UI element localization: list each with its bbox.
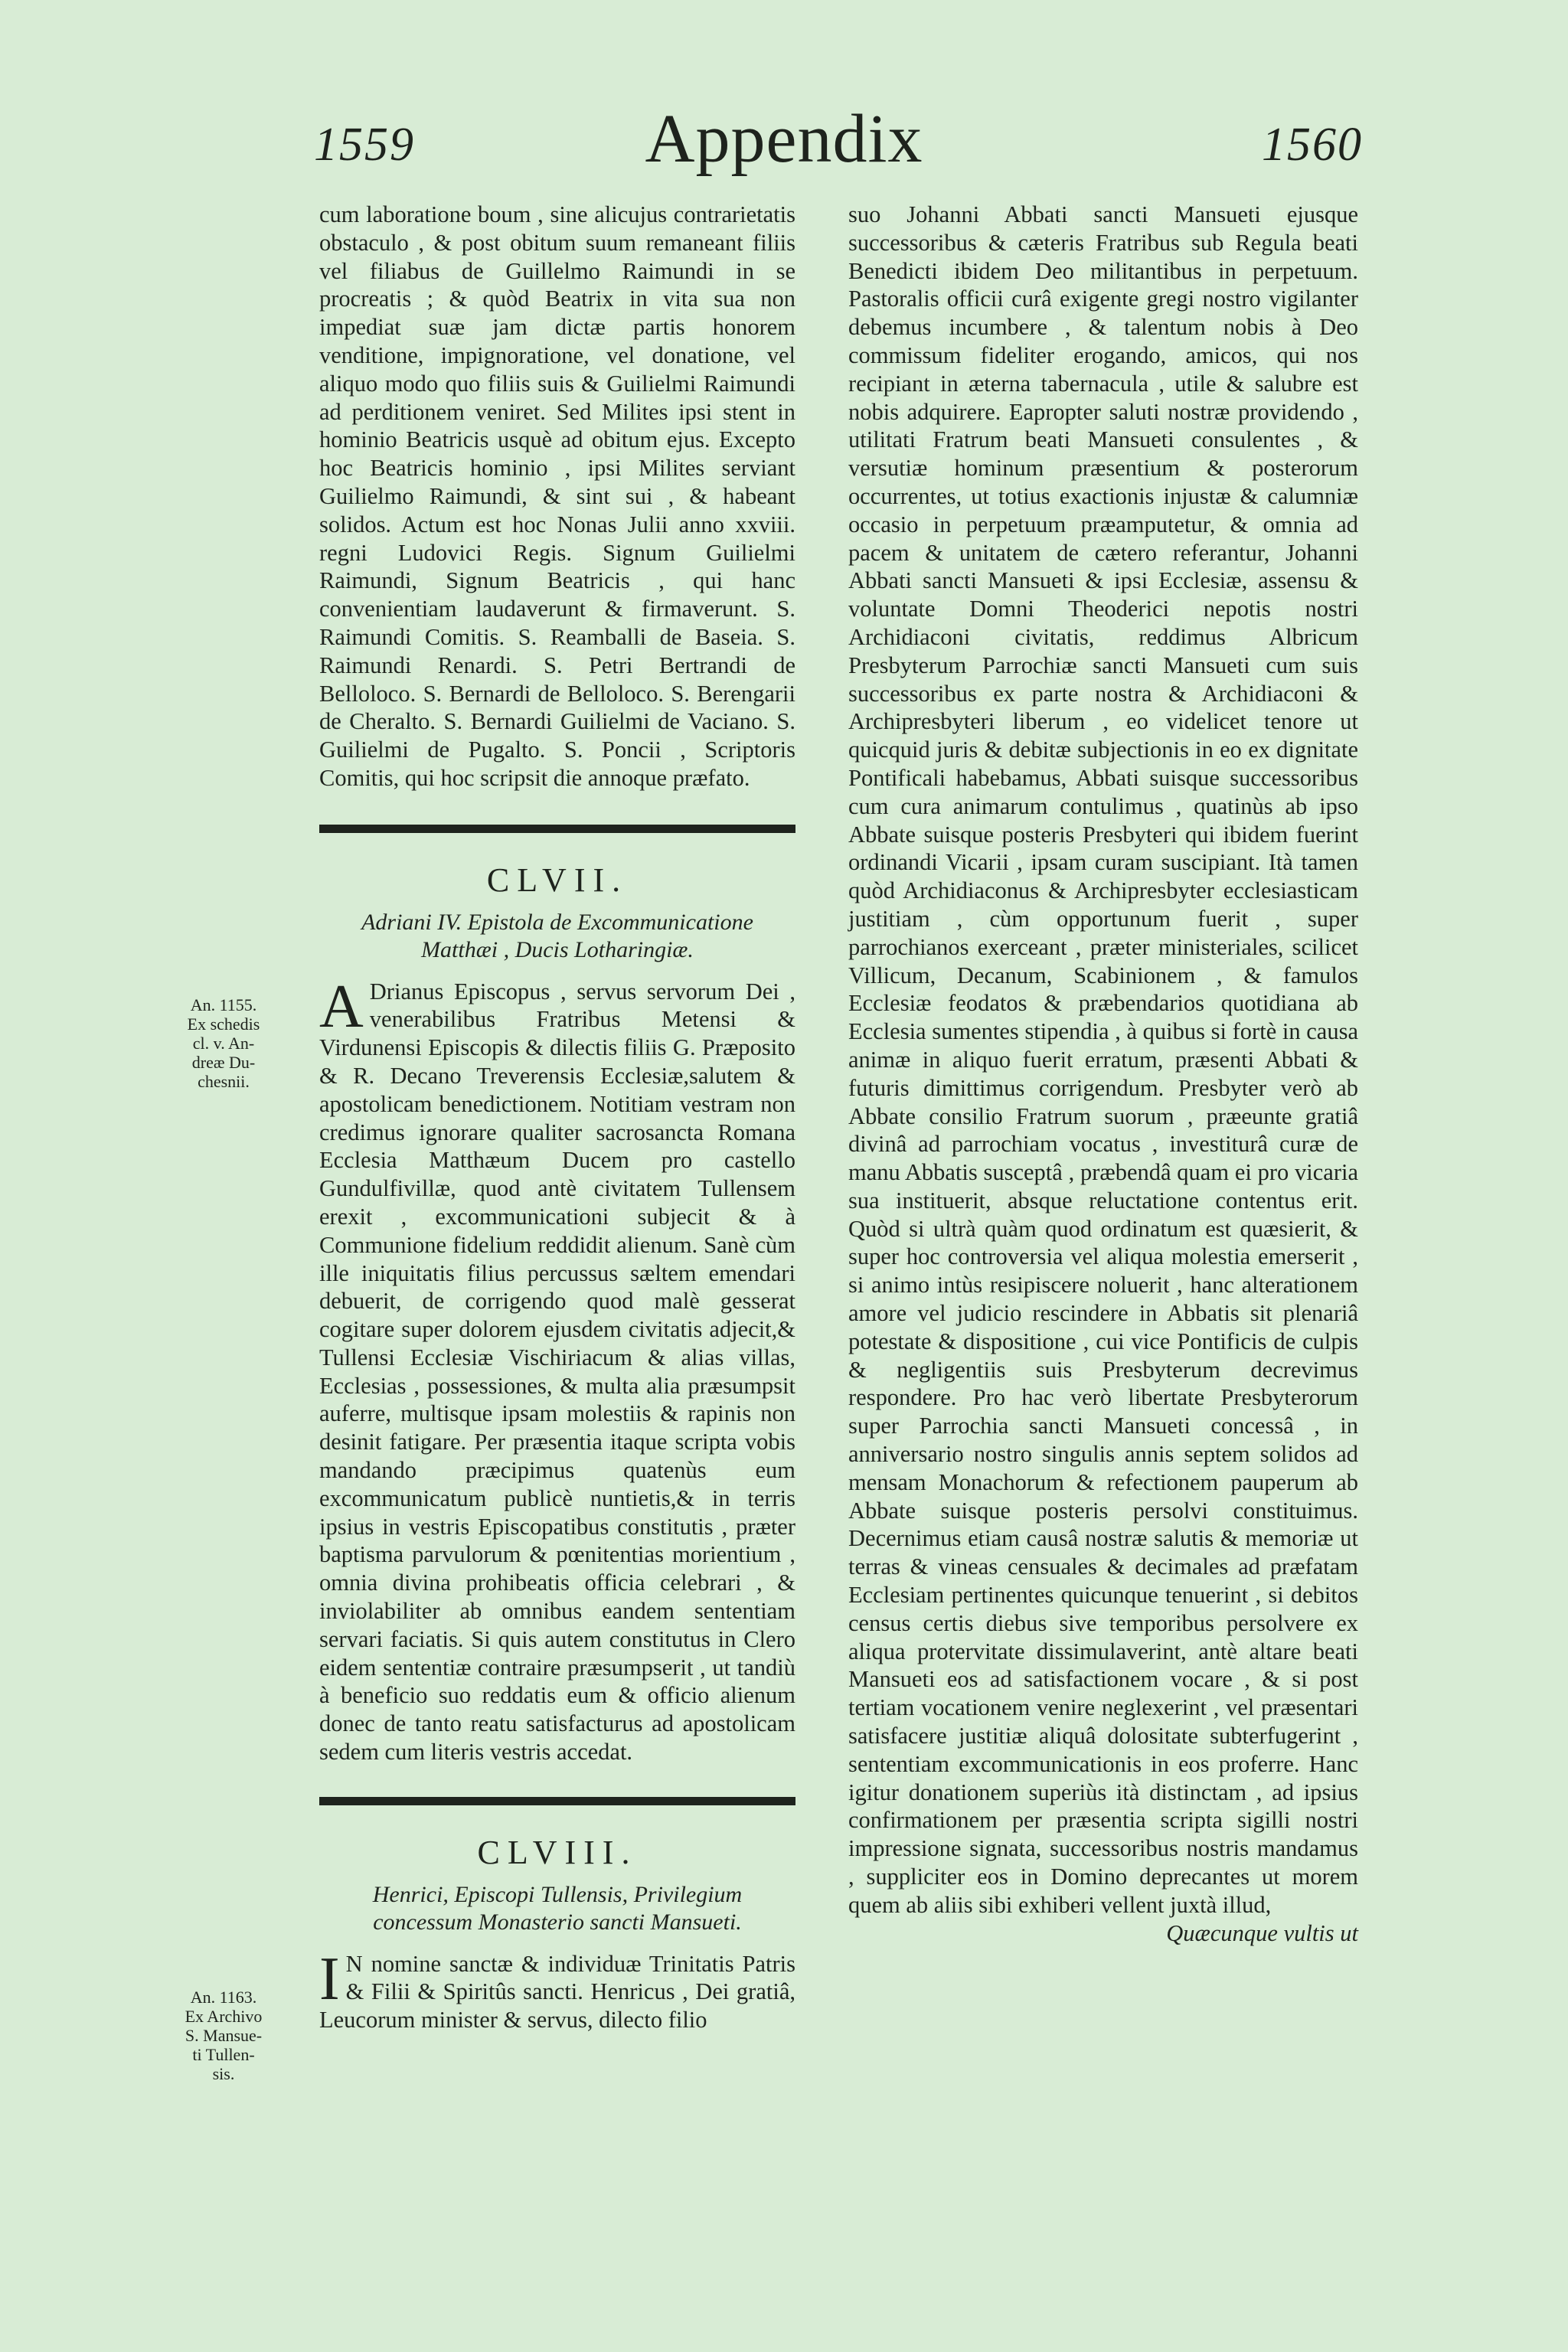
running-title: Appendix	[645, 101, 923, 177]
section-body	[319, 1945, 795, 2034]
margin-note-line: chesnii.	[198, 1072, 250, 1091]
margin-note	[178, 1988, 270, 2083]
drop-cap: A	[319, 972, 364, 1040]
margin-note	[178, 995, 270, 1091]
margin-note-line: dreæ Du-	[191, 1053, 256, 1072]
section-number: CLVII.	[486, 861, 629, 899]
section-title: Henrici, Episcopi Tullensis, Privilegium concessum Monasterio sancti Mansueti.	[372, 1881, 743, 1935]
page-number-left: 1559	[314, 119, 415, 171]
section-number: CLVIII.	[477, 1833, 638, 1871]
margin-note-line: sis.	[212, 2064, 235, 2083]
section-body	[319, 972, 795, 1766]
margin-note-line: Ex Archivo	[185, 2007, 263, 2026]
section-divider	[319, 1797, 795, 1805]
opening-paragraph: cum laboratione boum , sine alicujus contrarietatis obstaculo , & post obitum suum remaneant filiis vel filiabus de Guillelmo Raimundi in se procreatis ; & quòd Beatrix in vita sua non impediat suæ jam dictæ partis honorem venditione, impignoratione, vel donatione, vel aliquo modo quo filiis suis & Guilielmi Raimundi ad perditionem veniret. Sed Milites ipsi stent in hominio Beatricis usquè ad obitum ejus. Excepto hoc Beatricis hominio , ipsi Milites serviant Guilielmo Raimundi, & sint sui , & habeant solidos. Actum est hoc Nonas Julii anno xxviii. regni Ludovici Regis. Signum Guilielmi Raimundi, Signum Beatricis , qui hanc convenientiam laudaverunt & firmaverunt. S. Raimundi Comitis. S. Reamballi de Baseia. S. Raimundi Renardi. S. Petri Bertrandi de Belloloco. S. Bernardi de Belloloco. S. Berengarii de Cheralto. S. Bernardi Guilielmi de Vaciano. S. Guilielmi de Pugalto. S. Poncii , Scriptoris Comitis, qui hoc scripsit die annoque præfato.	[319, 201, 795, 791]
page-number-right: 1560	[1262, 119, 1363, 171]
drop-cap: I	[319, 1945, 340, 2013]
page-header	[0, 100, 1568, 191]
margin-note-line: ti Tullen-	[192, 2045, 255, 2064]
section-divider	[319, 825, 795, 833]
margin-note-line: Ex schedis	[187, 1014, 260, 1034]
section-text: N nomine sanctæ & individuæ Trinitatis Patris & Filii & Spiritûs sancti. Henricus , Dei gratiâ, Leucorum minister & servus, dilecto filio	[319, 1950, 795, 2034]
section-title: Adriani IV. Epistola de Excommunicatione Matthæi , Ducis Lotharingiæ.	[361, 909, 753, 962]
catchwords: Quæcunque vultis ut	[1166, 1919, 1358, 1946]
margin-note-line: An. 1163.	[190, 1988, 257, 2007]
left-column	[319, 201, 795, 2034]
margin-note-line: S. Mansue-	[185, 2026, 263, 2045]
margin-note-line: cl. v. An-	[192, 1034, 255, 1053]
right-column-text: suo Johanni Abbati sancti Mansueti ejusque successoribus & cæteris Fratribus sub Regula beati Benedicti ibidem Deo militantibus in perpetuum. Pastoralis officii curâ exigente gregi nostro vigilanter debemus incumbere , & talentum nobis à Deo commissum fideliter erogando, amicos, qui nos recipiant in æterna tabernacula , utile & salubre est nobis adquirere. Eapropter saluti nostræ providendo , utilitati Fratrum beati Mansueti consulentes , & versutiæ hominum præsentium & posterorum occurrentes, ut totius exactionis injustæ & calumniæ occasio in perpetuum præamputetur, & omnia ad pacem & unitatem de cætero referantur, Johanni Abbati sancti Mansueti & ipsi Ecclesiæ, assensu & voluntate Domni Theoderici nepotis nostri Archidiaconi civitatis, reddimus Albricum Presbyterum Parrochiæ sancti Mansueti cum suis successoribus ex parte nostra & Archidiaconi & Archipresbyteri liberum , eo videlicet tenore ut quicquid juris & debitæ subjectionis in eo ex dignitate Pontificali habebamus, Abbati suisque successoribus cum cura animarum contulimus , quatinùs ab ipso Abbate suisque posteris Presbyteri qui ibidem fuerint ordinandi Vicarii , ipsam curam suscipiant. Ità tamen quòd Archidiaconus & Archipresbyter ecclesiasticam justitiam , cùm opportunum fuerit , super parrochianos exerceant , præter ministeriales, scilicet Villicum, Decanum, Scabinionem , & famulos Ecclesiæ feodatos & præbendarios quotidiana ab Ecclesia sumentes stipendia , à quibus si fortè in causa animæ in aliquo fuerit erratum, præsenti Abbati & futuris dimittimus corrigendum. Presbyter verò ab Abbate consilio Fratrum suorum , præeunte gratiâ divinâ ad parrochiam vocatus , investiturâ curæ de manu Abbatis susceptâ , præbendâ quam ei pro vicaria sua instituerit, absque reluctatione contentus erit. Quòd si ultrà quàm quod ordinatum est quæsierit, & super hoc controversia vel aliqua molestia emerserit , si animo intùs resipiscere noluerit , hanc alterationem amore vel judicio rescindere in Abbatis sit plenariâ potestate & dispositione , cui vice Pontificis de culpis & negligentiis suis Presbyterum decrevimus respondere. Pro hac verò libertate Presbyterorum super Parrochia sancti Mansueti concessâ , in anniversario nostro singulis annis septem solidos ad mensam Monachorum & refectionem pauperum ab Abbate suisque posteris persolvi constituimus. Decernimus etiam causâ nostræ salutis & memoriæ ut terras & vineas censuales & decimales ad præfatam Ecclesiam pertinentes quicunque tenuerint , si debitos census certis diebus sive temporibus persolvere ex aliqua protervitate dissimulaverint, antè altare beati Mansueti eos ad satisfactionem vocare , & si post tertiam vocationem venire neglexerint , vel præsentari satisfacere justitiæ aliquâ dolositate subterfugerint , sententiam excommunicationis in eos proferre. Hanc igitur donationem superiùs ità distinctam , ad ipsius confirmationem per præsentia scripta sigilli nostri impressione signata, successoribus nostris mandamus , suppliciter eos in Domino deprecantes ut morem quem ab aliis sibi exhiberi vellent juxtà illud,	[848, 201, 1358, 1918]
margin-note-line: An. 1155.	[190, 995, 257, 1014]
section-text: Drianus Episcopus , servus servorum Dei , venerabilibus Fratribus Metensi & Virdunensi Episcopis & dilectis filiis G. Præposito & R. Decano Treverensis Ecclesiæ,salutem & apostolicam benedictionem. Notitiam vestram non credimus ignorare qualiter sacrosancta Romana Ecclesia Matthæum Ducem pro castello Gundulfivillæ, quod antè civitatem Tullensem erexit , excommunicationi subjecit & à Communione fidelium reddidit alienum. Sanè cùm ille iniquitatis filius percussus sæltem emendari debuerit, de corrigendo quod malè gesserat cogitare super dolorem ejusdem civitatis adjecit,& Tullensi Ecclesiæ Vischiriacum & alias villas, Ecclesias , possessiones, & multa alia præsumpsit auferre, multisque ipsam molestiis & rapinis non desinit fatigare. Per præsentia itaque scripta vobis mandando præcipimus quatenùs eum excommunicatum publicè nuntietis,& in terris ipsius in vestris Episcopatibus constitutis , præter baptisma parvulorum & pœnitentias morientium , omnia divina prohibeatis officia celebrari , & inviolabiliter ab omnibus eandem sententiam servari faciatis. Si quis autem constitutus in Clero eidem sententiæ contraire præsumpserit , ut tandiù à beneficio suo reddatis eum & officio alienum donec de tanto reatu satisfacturus ad apostolicam sedem cum literis vestris accedat.	[319, 978, 795, 1766]
right-column	[848, 201, 1358, 1947]
